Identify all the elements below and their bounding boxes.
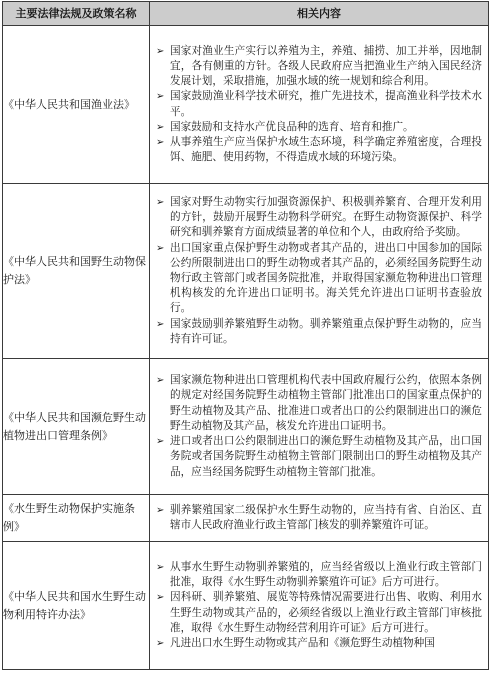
content-cell [150, 184, 489, 359]
arrow-bullet-icon: ➢ [156, 91, 165, 103]
content-item-text: 进口或者出口公约限制进出口的濒危野生动植物及其产品，出口国务院或者国务院野生动植物主管部门限制出口的野生动植物及其产品，应当经国务院野生动植物主管部门批准。 [170, 435, 482, 478]
content-item [150, 560, 488, 590]
arrow-bullet-icon: ➢ [156, 375, 165, 387]
table-row [3, 542, 489, 670]
arrow-bullet-icon: ➢ [156, 121, 165, 133]
content-item [150, 434, 488, 480]
arrow-bullet-icon: ➢ [156, 561, 165, 573]
content-item [150, 44, 488, 90]
law-name-cell: 《水生野生动物保护实施条例》 [3, 495, 150, 542]
arrow-bullet-icon: ➢ [156, 504, 165, 516]
content-cell [150, 26, 489, 184]
law-name-cell: 《中华人民共和国濒危野生动植物进出口管理条例》 [3, 359, 150, 495]
content-item [150, 503, 488, 533]
content-item [150, 135, 488, 165]
content-item [150, 89, 488, 119]
arrow-bullet-icon: ➢ [156, 136, 165, 148]
arrow-bullet-icon: ➢ [156, 592, 165, 604]
law-name-cell: 《中华人民共和国渔业法》 [3, 26, 150, 184]
arrow-bullet-icon: ➢ [156, 436, 165, 448]
header-law-name: 主要法律法规及政策名称 [3, 2, 150, 26]
arrow-bullet-icon: ➢ [156, 318, 165, 330]
content-cell [150, 495, 489, 542]
content-item [150, 120, 488, 135]
table-row [3, 26, 489, 184]
content-item [150, 590, 488, 636]
table-row [3, 184, 489, 359]
arrow-bullet-icon: ➢ [156, 45, 165, 57]
law-name-cell: 《中华人民共和国水生野生动物利用特许办法》 [3, 542, 150, 670]
content-item [150, 195, 488, 241]
content-item-text: 国家对渔业生产实行以养殖为主，养殖、捕捞、加工并举，因地制宜，各有侧重的方针。各级人民政府应当把渔业生产纳入国民经济发展计划，采取措施，加强水域的统一规划和综合利用。 [170, 44, 482, 88]
content-cell [150, 359, 489, 495]
table-row [3, 495, 489, 542]
content-item-text: 驯养繁殖国家二级保护水生野生动物的，应当持有省、自治区、直辖市人民政府渔业行政主管部门核发的驯养繁殖许可证。 [170, 503, 482, 531]
content-item-text: 从事水生野生动物驯养繁殖的，应当经省级以上渔业行政主管部门批准，取得《水生野生动物驯养繁殖许可证》后方可进行。 [170, 560, 482, 589]
content-item [150, 373, 488, 434]
content-item-text: 国家对野生动物实行加强资源保护、积极驯养繁育、合理开发利用的方针，鼓励开展野生动物科学研究。在野生动物资源保护、科学研究和驯养繁育方面成绩显著的单位和个人，由政府给予奖励。 [170, 195, 482, 239]
header-related-content: 相关内容 [150, 2, 489, 26]
regulations-table [2, 1, 489, 670]
content-item-text: 凡进出口水生野生动物或其产品和《濒危野生动植物种国 [170, 636, 435, 649]
arrow-bullet-icon: ➢ [156, 196, 165, 208]
content-item [150, 241, 488, 317]
content-item-text: 从事养殖生产应当保护水域生态环境，科学确定养殖密度，合理投饵、施肥、使用药物，不得造成水域的环境污染。 [170, 135, 482, 164]
content-item-text: 国家鼓励驯养繁殖野生动物。驯养繁殖重点保护野生动物的，应当持有许可证。 [170, 317, 482, 345]
content-item-text: 国家濒危物种进出口管理机构代表中国政府履行公约，依照本条例的规定对经国务院野生动植物主管部门批准出口的国家重点保护的野生动植物及其产品、批准进口或者出口的公约限制进出口的濒危野生动植物及其产品，核发允许进出口证明书。 [170, 374, 482, 432]
content-item [150, 636, 488, 651]
arrow-bullet-icon: ➢ [156, 637, 165, 649]
table-row [3, 359, 489, 495]
content-item-text: 国家鼓励渔业科学技术研究，推广先进技术，提高渔业科学技术水平。 [170, 90, 482, 118]
content-cell [150, 542, 489, 670]
arrow-bullet-icon: ➢ [156, 242, 165, 254]
law-name-cell: 《中华人民共和国野生动物保护法》 [3, 184, 150, 359]
content-item [150, 317, 488, 347]
table-header-row [3, 2, 489, 26]
content-item-text: 因科研、驯养繁殖、展览等特殊情况需要进行出售、收购、利用水生野生动物或其产品的，必须经省级以上渔业行政主管部门审核批准，取得《水生野生动物经营利用许可证》后方可进行。 [170, 591, 482, 634]
content-item-text: 国家鼓励和支持水产优良品种的选育、培育和推广。 [170, 120, 414, 133]
content-item-text: 出口国家重点保护野生动物或者其产品的，进出口中国参加的国际公约所限制进出口的野生动物或者其产品的，必须经国务院野生动物行政主管部门或者国务院批准，并取得国家濒危物种进出口管理机构核发的允许进出口证明书。海关凭允许进出口证明书查验放行。 [170, 241, 482, 315]
